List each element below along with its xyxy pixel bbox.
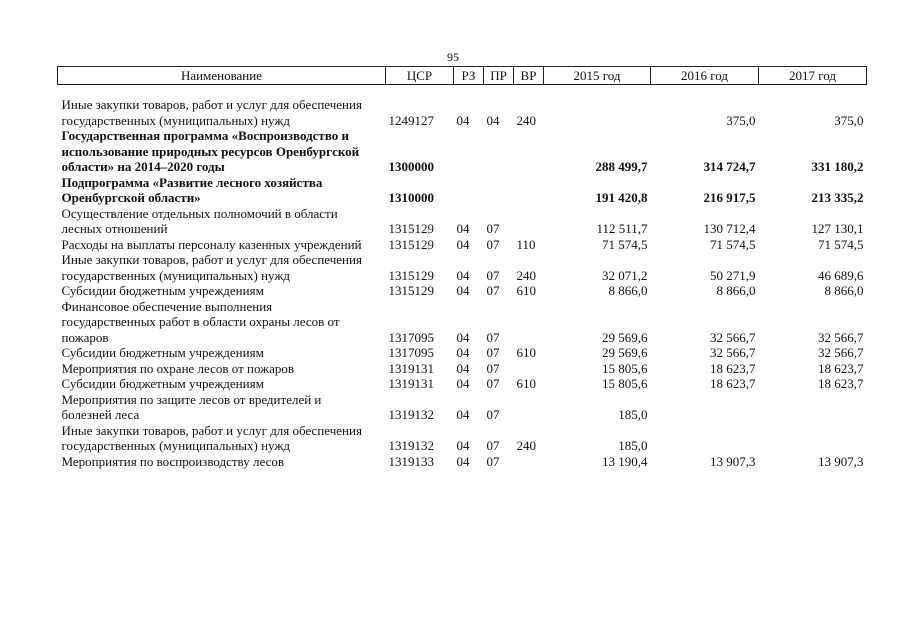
cell-name: Государственная программа «Воспроизводство и использование природных ресурсов Оренбургской области» на 2014–2020 годы <box>61 128 360 174</box>
cell-vr: 610 <box>516 376 536 391</box>
cell-csr: 1317095 <box>388 329 434 345</box>
cell-pr: 07 <box>486 329 500 345</box>
cell-year-2016: 130 712,4 <box>703 221 756 236</box>
cell-year-2015 <box>544 97 651 128</box>
page-number: 95 <box>447 50 459 64</box>
cell-vr: 240 <box>516 438 536 453</box>
cell-pr: 04 <box>486 112 500 128</box>
header-2015: 2015 год <box>544 67 651 85</box>
cell-year-2015: 191 420,8 <box>595 190 648 205</box>
table-row <box>58 392 867 423</box>
cell-year-2016 <box>651 423 759 454</box>
cell-vr: 610 <box>516 345 536 360</box>
cell-year-2016: 8 866,0 <box>716 283 756 298</box>
cell-pr: 07 <box>486 345 500 360</box>
cell-year-2017: 32 566,7 <box>818 345 864 360</box>
table-row <box>58 97 867 128</box>
cell-rz: 04 <box>456 221 470 236</box>
cell-year-2016: 216 917,5 <box>703 190 756 205</box>
cell-name: Подпрограмма «Развитие лесного хозяйства Оренбургской области» <box>61 174 323 205</box>
cell-year-2017: 32 566,7 <box>818 329 864 345</box>
cell-year-2016: 375,0 <box>726 112 756 128</box>
cell-csr: 1315129 <box>388 236 434 252</box>
table-row <box>58 299 867 346</box>
header-csr: ЦСР <box>386 67 454 85</box>
cell-csr: 1319132 <box>388 438 434 453</box>
cell-rz: 04 <box>456 112 470 128</box>
cell-name: Мероприятия по воспроизводству лесов <box>61 453 284 469</box>
table-row <box>58 128 867 175</box>
cell-rz: 04 <box>456 345 470 360</box>
cell-rz: 04 <box>456 329 470 345</box>
budget-table <box>57 66 867 469</box>
cell-year-2017: 18 623,7 <box>818 376 864 391</box>
cell-name: Субсидии бюджетным учреждениям <box>61 283 264 298</box>
cell-pr: 07 <box>486 221 500 236</box>
cell-year-2017: 46 689,6 <box>818 267 864 283</box>
cell-pr: 07 <box>486 453 500 469</box>
cell-year-2015: 185,0 <box>618 438 648 453</box>
table-spacer <box>58 85 867 98</box>
table-row <box>58 376 867 392</box>
header-pr: ПР <box>484 67 514 85</box>
cell-csr: 1317095 <box>388 345 434 360</box>
table-row <box>58 283 867 299</box>
cell-rz: 04 <box>456 283 470 298</box>
cell-csr: 1315129 <box>388 283 434 298</box>
cell-csr: 1315129 <box>388 221 434 236</box>
cell-year-2017 <box>759 423 867 454</box>
cell-year-2017: 8 866,0 <box>824 283 864 298</box>
cell-rz: 04 <box>456 376 470 391</box>
cell-csr: 1319133 <box>388 453 434 469</box>
cell-vr <box>514 392 544 423</box>
cell-pr: 07 <box>486 236 500 252</box>
cell-csr: 1319131 <box>388 360 434 376</box>
cell-csr: 1300000 <box>388 159 434 174</box>
cell-vr: 240 <box>516 112 536 128</box>
cell-year-2016: 50 271,9 <box>710 267 756 283</box>
cell-year-2016: 18 623,7 <box>710 376 756 391</box>
cell-pr: 07 <box>486 267 500 283</box>
cell-csr: 1315129 <box>388 267 434 283</box>
cell-pr: 07 <box>486 376 500 391</box>
cell-year-2017: 331 180,2 <box>811 159 864 174</box>
cell-vr <box>514 361 544 377</box>
cell-csr: 1310000 <box>388 190 434 205</box>
cell-year-2017: 18 623,7 <box>818 360 864 376</box>
cell-pr: 07 <box>486 360 500 376</box>
table-body <box>58 85 867 470</box>
cell-pr: 07 <box>486 407 500 422</box>
cell-rz: 04 <box>456 407 470 422</box>
cell-year-2016: 71 574,5 <box>710 236 756 252</box>
cell-vr <box>514 454 544 470</box>
cell-year-2015: 29 569,6 <box>602 329 648 345</box>
cell-pr: 07 <box>486 283 500 298</box>
cell-csr: 1319132 <box>388 407 434 422</box>
cell-name: Субсидии бюджетным учреждениям <box>61 376 264 391</box>
cell-name: Иные закупки товаров, работ и услуг для обеспечения государственных (муниципальных) нужд <box>61 422 362 453</box>
cell-vr <box>514 299 544 346</box>
cell-name: Иные закупки товаров, работ и услуг для обеспечения государственных (муниципальных) нужд <box>61 252 362 283</box>
header-2017: 2017 год <box>759 67 867 85</box>
cell-year-2017: 127 130,1 <box>811 221 864 236</box>
cell-vr: 240 <box>516 267 536 283</box>
table-row <box>58 345 867 361</box>
cell-name: Мероприятия по охране лесов от пожаров <box>61 360 295 376</box>
table-row <box>58 175 867 206</box>
cell-pr <box>484 128 514 175</box>
table-row <box>58 361 867 377</box>
cell-vr: 110 <box>516 236 536 252</box>
cell-vr: 610 <box>516 283 536 298</box>
cell-name: Иные закупки товаров, работ и услуг для обеспечения государственных (муниципальных) нужд <box>61 97 362 128</box>
table-row <box>58 252 867 283</box>
cell-year-2017: 71 574,5 <box>818 236 864 252</box>
table-row <box>58 423 867 454</box>
cell-year-2015: 71 574,5 <box>602 236 648 252</box>
cell-rz: 04 <box>456 453 470 469</box>
cell-year-2015: 15 805,6 <box>602 360 648 376</box>
cell-year-2017: 13 907,3 <box>818 453 864 469</box>
cell-rz: 04 <box>456 267 470 283</box>
table-row <box>58 206 867 237</box>
cell-vr <box>514 206 544 237</box>
header-vr: ВР <box>514 67 544 85</box>
cell-year-2016: 32 566,7 <box>710 329 756 345</box>
table-row <box>58 237 867 253</box>
cell-vr <box>514 175 544 206</box>
cell-year-2016: 314 724,7 <box>703 159 756 174</box>
cell-year-2015: 185,0 <box>618 407 648 422</box>
table-header-row <box>58 67 867 85</box>
cell-name: Расходы на выплаты персоналу казенных учреждений <box>61 236 362 252</box>
cell-year-2015: 29 569,6 <box>602 345 648 360</box>
cell-name: Финансовое обеспечение выполнения государственных работ в области охраны лесов от пожаров <box>61 298 340 345</box>
header-name: Наименование <box>58 67 386 85</box>
cell-rz: 04 <box>456 236 470 252</box>
cell-year-2015: 8 866,0 <box>608 283 648 298</box>
cell-csr: 1319131 <box>388 376 434 391</box>
cell-year-2015: 288 499,7 <box>595 159 648 174</box>
cell-year-2015: 13 190,4 <box>602 453 648 469</box>
cell-year-2015: 112 511,7 <box>596 221 648 236</box>
cell-year-2016: 13 907,3 <box>710 453 756 469</box>
header-rz: РЗ <box>454 67 484 85</box>
cell-rz: 04 <box>456 438 470 453</box>
cell-year-2017: 375,0 <box>834 112 864 128</box>
cell-year-2015: 15 805,6 <box>602 376 648 391</box>
header-2016: 2016 год <box>651 67 759 85</box>
cell-year-2016: 18 623,7 <box>710 360 756 376</box>
cell-rz <box>454 175 484 206</box>
cell-year-2017: 213 335,2 <box>811 190 864 205</box>
cell-vr <box>514 128 544 175</box>
cell-year-2015: 32 071,2 <box>602 267 648 283</box>
table-row <box>58 454 867 470</box>
cell-rz: 04 <box>456 360 470 376</box>
cell-csr: 1249127 <box>388 112 434 128</box>
cell-year-2016 <box>651 392 759 423</box>
cell-year-2017 <box>759 392 867 423</box>
cell-name: Мероприятия по защите лесов от вредителей и болезней леса <box>61 391 322 422</box>
cell-pr <box>484 175 514 206</box>
cell-name: Осуществление отдельных полномочий в области лесных отношений <box>61 205 338 236</box>
cell-pr: 07 <box>486 438 500 453</box>
cell-rz <box>454 128 484 175</box>
cell-year-2016: 32 566,7 <box>710 345 756 360</box>
cell-name: Субсидии бюджетным учреждениям <box>61 345 264 360</box>
